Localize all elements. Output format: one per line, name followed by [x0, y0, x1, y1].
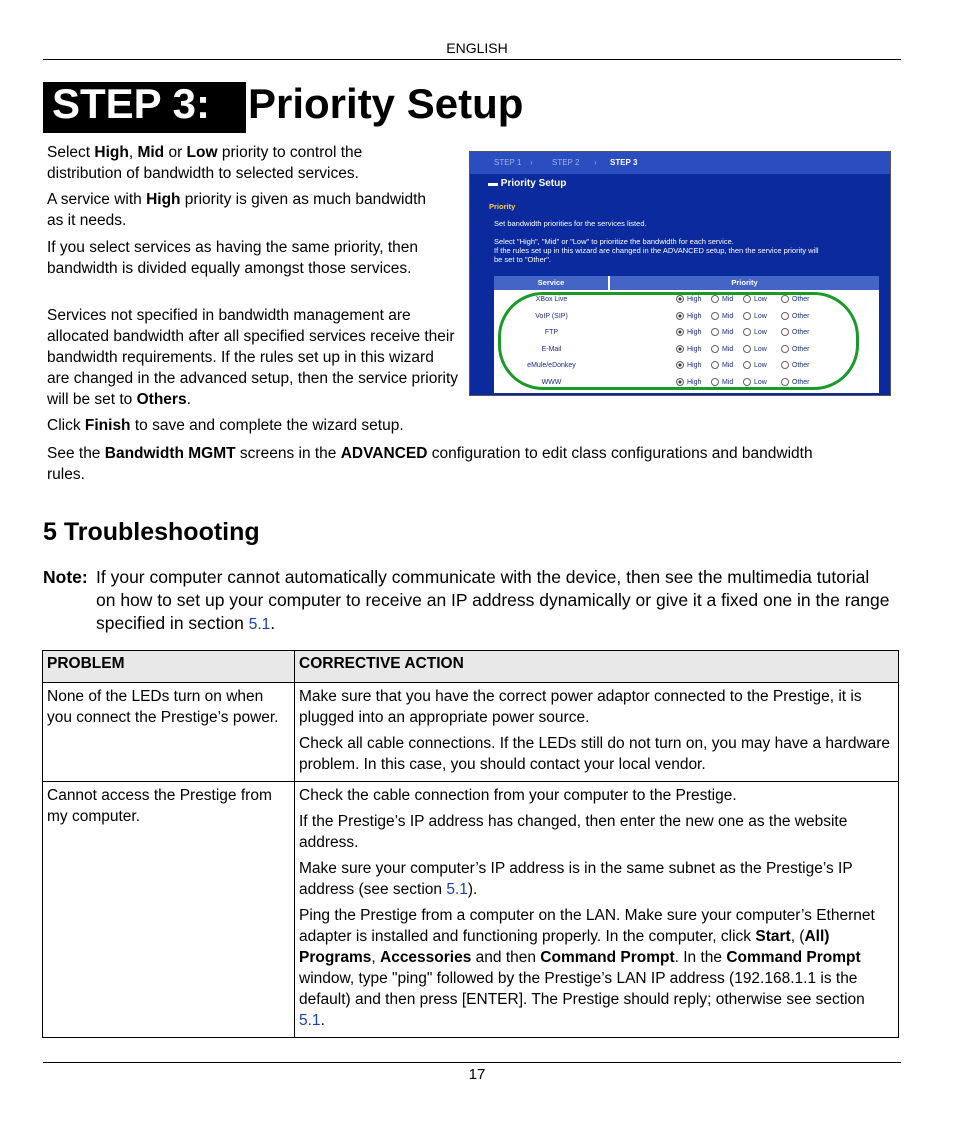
intro-paragraph-3: If you select services as having the same priority, then bandwidth is divided equally amongst those services. — [47, 239, 419, 277]
service-name: WWW — [541, 378, 562, 386]
action-paragraph: Make sure your computer’s IP address is in the same subnet as the Prestige’s IP address (see section 5.1). — [299, 860, 853, 898]
action-paragraph: Check all cable connections. If the LEDs still do not turn on, you may have a hardware problem. In this case, you should contact your local vendor. — [299, 735, 891, 773]
intro-paragraph-5: Click Finish to save and complete the wizard setup. — [47, 417, 404, 434]
intro-paragraph-1: Select High, Mid or Low priority to control the distribution of bandwidth to selected services. — [47, 144, 363, 182]
wizard-step-2: STEP 2 — [552, 158, 580, 167]
table-header-row — [43, 651, 899, 683]
service-name: FTP — [544, 329, 559, 336]
priority-option: Low — [743, 342, 767, 358]
priority-option: Mid — [711, 358, 733, 374]
priority-option: Mid — [711, 309, 733, 325]
step-arrow-icon: › — [530, 158, 533, 167]
priority-setup-screenshot — [469, 151, 891, 396]
priority-option: Other — [781, 325, 810, 341]
problem-column-header: PROBLEM — [43, 651, 295, 683]
priority-option: High — [676, 358, 701, 374]
priority-option: Other — [781, 358, 810, 374]
bold-term: Command Prompt — [540, 949, 675, 966]
page-number: 17 — [468, 1066, 486, 1083]
intro-paragraph-4: Services not specified in bandwidth management are allocated bandwidth after all specified services receive their bandwidth requirements. If the rules set up in this wizard are changed in the advanced setup, then the service priority will be set to Others. — [47, 307, 459, 408]
folder-icon: ▬ — [488, 178, 498, 189]
bold-term: Others — [136, 391, 187, 408]
priority-option: Low — [743, 309, 767, 325]
wizard-text-4: be set to "Other". — [494, 255, 552, 264]
priority-option: High — [676, 375, 701, 391]
footer-rule — [43, 1062, 901, 1063]
wizard-section-label: Priority — [489, 202, 516, 211]
bold-term: Mid — [137, 144, 165, 161]
intro-paragraph-6: See the Bandwidth MGMT screens in the ADVANCED configuration to edit class configurations and bandwidth rules. — [47, 445, 813, 483]
priority-option: Other — [781, 342, 810, 358]
priority-option: Low — [743, 292, 767, 308]
action-paragraph: If the Prestige’s IP address has changed, then enter the new one as the website address. — [299, 813, 848, 851]
priority-option: Other — [781, 309, 810, 325]
header-rule — [43, 59, 901, 60]
problem-cell: Cannot access the Prestige from my computer. — [43, 782, 295, 1038]
priority-option: Other — [781, 292, 810, 308]
step-label: STEP 3: — [52, 80, 210, 127]
action-paragraph: Check the cable connection from your computer to the Prestige. — [299, 787, 737, 804]
priority-option: High — [676, 342, 701, 358]
wizard-step-bar — [470, 152, 890, 174]
priority-option: High — [676, 292, 701, 308]
page-title: Priority Setup — [248, 80, 524, 127]
intro-paragraph-2: A service with High priority is given as much bandwidth as it needs. — [47, 191, 427, 229]
action-column-header: CORRECTIVE ACTION — [295, 651, 899, 683]
bold-term: Low — [186, 144, 218, 161]
wizard-text-1: Set bandwidth priorities for the services listed. — [494, 219, 647, 228]
priority-option: Mid — [711, 325, 733, 341]
highlight-oval — [498, 292, 859, 390]
wizard-text-2: Select "High", "Mid" or "Low" to prioritize the bandwidth for each service. — [494, 237, 734, 246]
priority-option: Low — [743, 375, 767, 391]
section-link[interactable]: 5.1 — [446, 881, 468, 898]
section-link[interactable]: 5.1 — [248, 616, 271, 633]
service-name: XBox Live — [535, 296, 568, 303]
wizard-heading: ▬ Priority Setup — [488, 178, 567, 189]
bold-term: Start — [755, 928, 791, 945]
priority-option: High — [676, 325, 701, 341]
bold-term: ADVANCED — [340, 445, 428, 462]
priority-option: Mid — [711, 292, 733, 308]
bold-term: Bandwidth MGMT — [104, 445, 236, 462]
priority-option: Low — [743, 358, 767, 374]
action-cell — [295, 782, 899, 1038]
action-paragraph: Ping the Prestige from a computer on the LAN. Make sure your computer’s Ethernet adapter is installed and functioning properly. In the computer, click Start, (All) Programs, Accessories and then Command Prompt. In the Command Prompt window, type "ping" followed by the Prestige’s LAN IP address (192.168.1.1 is the default) and then press [ENTER]. The Prestige should reply; otherwise see section 5.1. — [299, 907, 875, 1029]
service-name: VoIP (SIP) — [535, 312, 568, 320]
service-column-header: Service — [494, 276, 608, 290]
troubleshooting-table — [42, 650, 899, 1038]
table-row — [43, 782, 899, 1038]
service-name: E-Mail — [541, 345, 562, 353]
priority-option: Mid — [711, 375, 733, 391]
priority-option: High — [676, 309, 701, 325]
bold-term: All) Programs — [299, 928, 830, 966]
priority-option: Mid — [711, 342, 733, 358]
problem-cell: None of the LEDs turn on when you connect the Prestige’s power. — [43, 683, 295, 782]
action-paragraph: Make sure that you have the correct power adaptor connected to the Prestige, it is plugged into an appropriate power source. — [299, 688, 862, 726]
bold-term: High — [94, 144, 129, 161]
note-label: Note: — [43, 567, 88, 587]
step-arrow-icon: › — [594, 158, 597, 167]
service-name: eMule/eDonkey — [527, 362, 576, 369]
wizard-step-3: STEP 3 — [610, 158, 638, 167]
note-block — [43, 566, 893, 636]
section-link[interactable]: 5.1 — [299, 1012, 321, 1029]
table-row — [43, 683, 899, 782]
running-header: ENGLISH — [446, 40, 508, 56]
priority-option: Low — [743, 325, 767, 341]
wizard-step-1: STEP 1 — [494, 158, 522, 167]
section-heading: 5 Troubleshooting — [43, 518, 260, 546]
wizard-text-3: If the rules set up in this wizard are changed in the ADVANCED setup, then the service priority will — [494, 246, 819, 255]
bold-term: High — [146, 191, 181, 208]
priority-option: Other — [781, 375, 810, 391]
bold-term: Finish — [84, 417, 131, 434]
action-cell — [295, 683, 899, 782]
priority-column-header: Priority — [610, 276, 879, 290]
note-text: If your computer cannot automatically communicate with the device, then see the multimedia tutorial on how to set up your computer to receive an IP address dynamically or give it a fixed one in the range specified in section 5.1. — [96, 567, 890, 633]
bold-term: Command Prompt — [726, 949, 861, 966]
bold-term: Accessories — [380, 949, 472, 966]
